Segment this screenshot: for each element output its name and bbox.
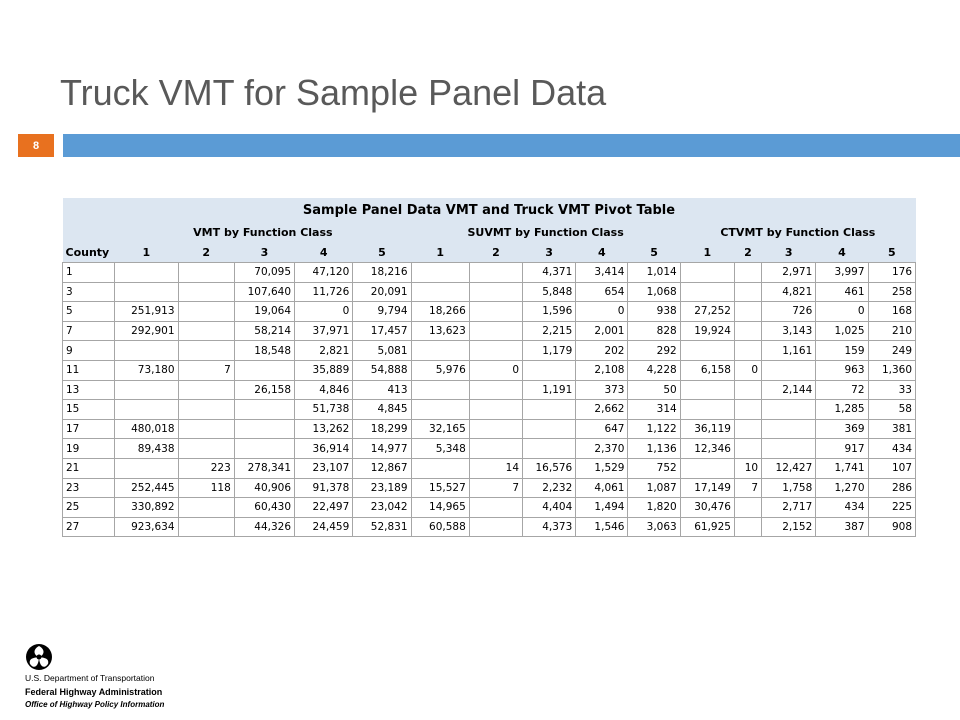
value-cell: 23,189 [353,478,411,498]
value-cell: 2,108 [576,360,628,380]
value-cell: 654 [576,282,628,302]
value-cell: 2,717 [762,498,816,518]
value-cell: 7 [734,478,761,498]
column-header: 4 [295,242,353,263]
value-cell: 252,445 [115,478,178,498]
value-cell: 91,378 [295,478,353,498]
table-row [63,282,916,302]
value-cell: 10 [734,458,761,478]
value-cell: 1,068 [628,282,680,302]
column-header: 3 [523,242,576,263]
value-cell [234,360,294,380]
value-cell: 480,018 [115,419,178,439]
value-cell: 72 [816,380,868,400]
value-cell: 20,091 [353,282,411,302]
value-cell: 1,136 [628,439,680,459]
value-cell [115,380,178,400]
value-cell: 963 [816,360,868,380]
value-cell: 223 [178,458,234,478]
value-cell: 118 [178,478,234,498]
value-cell [734,263,761,283]
value-cell [523,360,576,380]
table-row [63,419,916,439]
value-cell: 176 [868,263,915,283]
group-header-blank [63,222,115,242]
county-cell: 21 [63,458,115,478]
pivot-table [62,198,916,537]
value-cell [115,263,178,283]
value-cell: 0 [734,360,761,380]
value-cell: 14 [469,458,522,478]
value-cell [734,400,761,420]
value-cell [178,321,234,341]
value-cell: 251,913 [115,302,178,322]
value-cell: 18,548 [234,341,294,361]
value-cell: 1,494 [576,498,628,518]
value-cell: 60,588 [411,517,469,537]
value-cell [178,439,234,459]
value-cell: 35,889 [295,360,353,380]
value-cell [469,380,522,400]
value-cell: 58 [868,400,915,420]
column-header: 2 [178,242,234,263]
value-cell [680,400,734,420]
value-cell: 4,228 [628,360,680,380]
value-cell: 369 [816,419,868,439]
value-cell: 14,965 [411,498,469,518]
value-cell: 19,924 [680,321,734,341]
value-cell [734,419,761,439]
value-cell: 2,215 [523,321,576,341]
value-cell: 4,371 [523,263,576,283]
value-cell: 917 [816,439,868,459]
value-cell: 2,144 [762,380,816,400]
value-cell: 1,270 [816,478,868,498]
value-cell: 726 [762,302,816,322]
value-cell: 1,161 [762,341,816,361]
value-cell [734,321,761,341]
value-cell: 24,459 [295,517,353,537]
value-cell: 107,640 [234,282,294,302]
value-cell [469,439,522,459]
column-header: 5 [353,242,411,263]
value-cell [469,282,522,302]
value-cell: 249 [868,341,915,361]
value-cell: 23,042 [353,498,411,518]
value-cell: 44,326 [234,517,294,537]
value-cell [178,282,234,302]
value-cell: 60,430 [234,498,294,518]
value-cell: 52,831 [353,517,411,537]
value-cell [234,419,294,439]
value-cell: 61,925 [680,517,734,537]
value-cell: 51,738 [295,400,353,420]
value-cell: 12,346 [680,439,734,459]
value-cell: 6,158 [680,360,734,380]
value-cell [734,282,761,302]
value-cell [178,263,234,283]
value-cell: 4,061 [576,478,628,498]
value-cell: 2,821 [295,341,353,361]
logo-line-dept: U.S. Department of Transportation [25,673,155,683]
value-cell: 387 [816,517,868,537]
table-row [63,321,916,341]
value-cell: 292,901 [115,321,178,341]
value-cell: 1,820 [628,498,680,518]
column-header-county: County [63,242,115,263]
value-cell: 381 [868,419,915,439]
value-cell [680,458,734,478]
usdot-tri-star-icon [25,643,53,671]
value-cell [762,360,816,380]
column-header: 1 [680,242,734,263]
value-cell: 4,373 [523,517,576,537]
value-cell: 7 [469,478,522,498]
table-row [63,478,916,498]
value-cell [469,517,522,537]
value-cell: 330,892 [115,498,178,518]
county-cell: 23 [63,478,115,498]
value-cell: 18,266 [411,302,469,322]
value-cell: 2,971 [762,263,816,283]
table-row [63,341,916,361]
value-cell [469,419,522,439]
value-cell: 3,414 [576,263,628,283]
column-header: 1 [115,242,178,263]
column-header: 5 [868,242,915,263]
value-cell [411,282,469,302]
value-cell: 373 [576,380,628,400]
value-cell: 13,623 [411,321,469,341]
value-cell: 1,014 [628,263,680,283]
value-cell: 413 [353,380,411,400]
value-cell: 14,977 [353,439,411,459]
county-cell: 15 [63,400,115,420]
table-row [63,400,916,420]
value-cell: 1,025 [816,321,868,341]
page-number-box [18,134,54,157]
value-cell: 1,191 [523,380,576,400]
value-cell [734,517,761,537]
value-cell [680,380,734,400]
county-cell: 3 [63,282,115,302]
value-cell: 4,845 [353,400,411,420]
county-cell: 27 [63,517,115,537]
value-cell: 0 [816,302,868,322]
value-cell: 26,158 [234,380,294,400]
table-row [63,380,916,400]
value-cell: 73,180 [115,360,178,380]
value-cell [523,419,576,439]
value-cell: 752 [628,458,680,478]
value-cell [411,341,469,361]
county-cell: 9 [63,341,115,361]
value-cell [234,400,294,420]
column-header: 2 [734,242,761,263]
value-cell: 5,848 [523,282,576,302]
logo-line-fhwa: Federal Highway Administration [25,687,163,697]
value-cell: 5,081 [353,341,411,361]
group-header-ctvmt: CTVMT by Function Class [680,222,915,242]
value-cell: 15,527 [411,478,469,498]
value-cell [523,400,576,420]
header-bar [63,134,960,157]
county-cell: 25 [63,498,115,518]
value-cell [680,282,734,302]
value-cell: 3,997 [816,263,868,283]
value-cell: 2,370 [576,439,628,459]
value-cell: 210 [868,321,915,341]
value-cell: 1,179 [523,341,576,361]
value-cell: 40,906 [234,478,294,498]
value-cell [115,282,178,302]
column-header: 3 [762,242,816,263]
table-body [63,263,916,537]
value-cell [469,498,522,518]
value-cell: 1,596 [523,302,576,322]
value-cell: 202 [576,341,628,361]
value-cell [115,400,178,420]
value-cell: 18,216 [353,263,411,283]
value-cell [762,400,816,420]
value-cell: 159 [816,341,868,361]
table-row [63,439,916,459]
value-cell: 1,758 [762,478,816,498]
value-cell: 1,529 [576,458,628,478]
value-cell [469,321,522,341]
value-cell: 30,476 [680,498,734,518]
value-cell: 1,360 [868,360,915,380]
slide-title: Truck VMT for Sample Panel Data [60,72,607,113]
value-cell: 1,546 [576,517,628,537]
value-cell: 292 [628,341,680,361]
value-cell: 11,726 [295,282,353,302]
logo-line-office: Office of Highway Policy Information [25,700,165,709]
value-cell [762,439,816,459]
column-header: 5 [628,242,680,263]
table-row [63,498,916,518]
value-cell: 18,299 [353,419,411,439]
value-cell: 50 [628,380,680,400]
value-cell [734,302,761,322]
county-cell: 5 [63,302,115,322]
table-row [63,517,916,537]
value-cell: 7 [178,360,234,380]
value-cell [762,419,816,439]
value-cell: 4,821 [762,282,816,302]
value-cell [178,302,234,322]
column-header: 4 [576,242,628,263]
value-cell: 17,457 [353,321,411,341]
county-cell: 17 [63,419,115,439]
county-cell: 7 [63,321,115,341]
value-cell [734,380,761,400]
value-cell: 12,867 [353,458,411,478]
value-cell: 5,348 [411,439,469,459]
value-cell [734,341,761,361]
value-cell: 278,341 [234,458,294,478]
county-cell: 19 [63,439,115,459]
value-cell [469,341,522,361]
value-cell: 13,262 [295,419,353,439]
value-cell: 89,438 [115,439,178,459]
value-cell: 37,971 [295,321,353,341]
value-cell: 5,976 [411,360,469,380]
value-cell: 938 [628,302,680,322]
group-header-vmt: VMT by Function Class [115,222,411,242]
page-number: 8 [32,139,40,152]
county-cell: 1 [63,263,115,283]
value-cell: 2,232 [523,478,576,498]
value-cell: 32,165 [411,419,469,439]
value-cell [469,302,522,322]
value-cell [115,458,178,478]
value-cell: 54,888 [353,360,411,380]
value-cell [680,341,734,361]
value-cell: 12,427 [762,458,816,478]
column-header: 4 [816,242,868,263]
value-cell [178,380,234,400]
value-cell [734,439,761,459]
value-cell: 434 [816,498,868,518]
value-cell [523,439,576,459]
column-header: 3 [234,242,294,263]
value-cell: 314 [628,400,680,420]
value-cell [411,458,469,478]
value-cell: 3,143 [762,321,816,341]
value-cell: 70,095 [234,263,294,283]
value-cell: 58,214 [234,321,294,341]
usdot-fhwa-logo [25,643,205,709]
value-cell [178,517,234,537]
value-cell: 1,087 [628,478,680,498]
value-cell: 36,119 [680,419,734,439]
column-header-row [63,242,916,263]
value-cell [178,419,234,439]
value-cell: 47,120 [295,263,353,283]
value-cell: 225 [868,498,915,518]
value-cell: 258 [868,282,915,302]
value-cell: 647 [576,419,628,439]
value-cell: 434 [868,439,915,459]
table-row [63,458,916,478]
value-cell: 9,794 [353,302,411,322]
value-cell: 2,662 [576,400,628,420]
value-cell [411,263,469,283]
value-cell [234,439,294,459]
value-cell [469,263,522,283]
value-cell [178,400,234,420]
county-cell: 11 [63,360,115,380]
value-cell: 4,846 [295,380,353,400]
value-cell: 168 [868,302,915,322]
value-cell: 1,285 [816,400,868,420]
value-cell: 4,404 [523,498,576,518]
column-header: 1 [411,242,469,263]
value-cell: 1,122 [628,419,680,439]
table-row [63,360,916,380]
value-cell: 27,252 [680,302,734,322]
value-cell: 19,064 [234,302,294,322]
value-cell: 3,063 [628,517,680,537]
pivot-table-container [62,198,916,537]
value-cell: 22,497 [295,498,353,518]
table-row [63,302,916,322]
value-cell [680,263,734,283]
value-cell: 286 [868,478,915,498]
value-cell: 17,149 [680,478,734,498]
value-cell [411,380,469,400]
value-cell [734,498,761,518]
table-row [63,263,916,283]
value-cell: 36,914 [295,439,353,459]
value-cell [178,341,234,361]
value-cell [411,400,469,420]
value-cell: 33 [868,380,915,400]
value-cell: 0 [576,302,628,322]
value-cell: 0 [295,302,353,322]
value-cell: 1,741 [816,458,868,478]
value-cell: 2,001 [576,321,628,341]
column-header: 2 [469,242,522,263]
value-cell [115,341,178,361]
value-cell: 828 [628,321,680,341]
value-cell: 908 [868,517,915,537]
value-cell: 23,107 [295,458,353,478]
group-header-suvmt: SUVMT by Function Class [411,222,680,242]
value-cell: 461 [816,282,868,302]
value-cell: 107 [868,458,915,478]
value-cell [469,400,522,420]
value-cell: 0 [469,360,522,380]
value-cell: 2,152 [762,517,816,537]
value-cell: 923,634 [115,517,178,537]
value-cell: 16,576 [523,458,576,478]
value-cell [178,498,234,518]
county-cell: 13 [63,380,115,400]
table-title: Sample Panel Data VMT and Truck VMT Pivot Table [63,198,916,222]
